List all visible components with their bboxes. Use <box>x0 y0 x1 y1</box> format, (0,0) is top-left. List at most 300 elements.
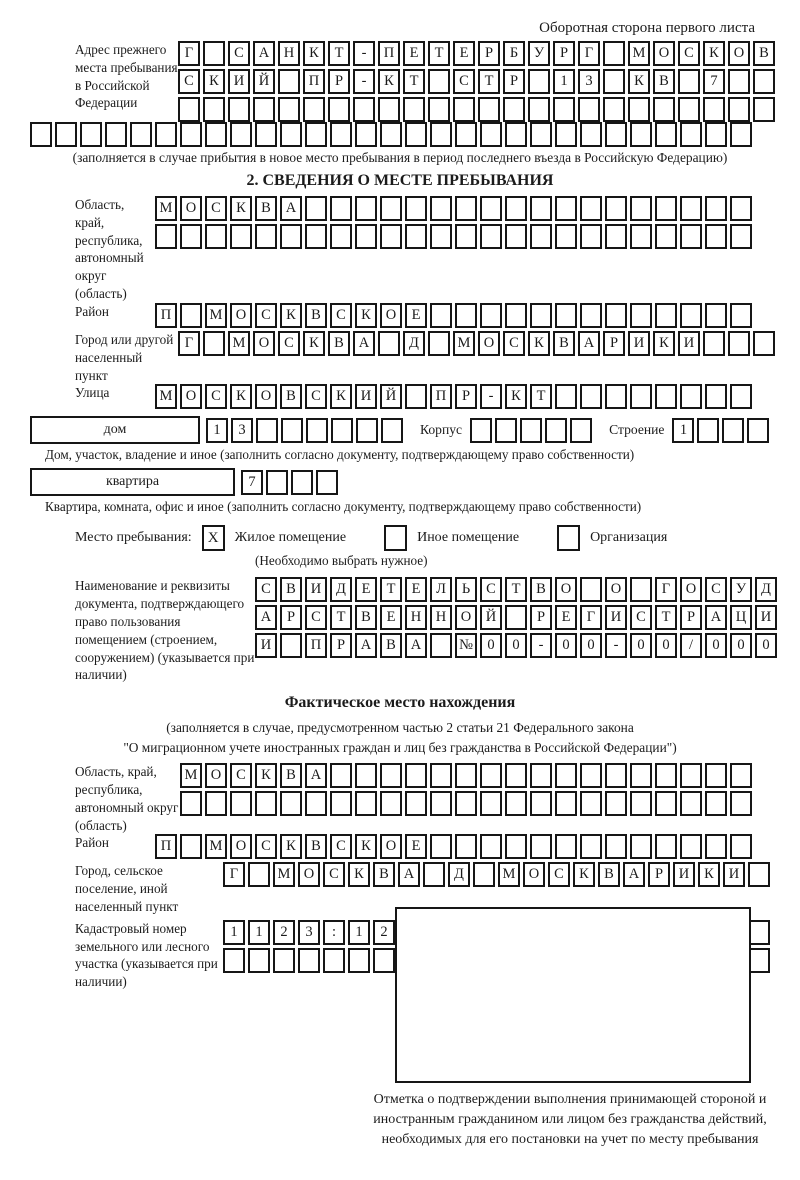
form-cell[interactable] <box>603 97 625 122</box>
form-cell[interactable]: К <box>280 834 302 859</box>
form-cell[interactable]: Г <box>223 862 245 887</box>
form-cell[interactable]: Р <box>328 69 350 94</box>
form-cell[interactable] <box>528 97 550 122</box>
form-cell[interactable]: Е <box>380 605 402 630</box>
form-cell[interactable]: Е <box>555 605 577 630</box>
form-cell[interactable] <box>580 834 602 859</box>
form-cell[interactable]: 1 <box>206 418 228 443</box>
form-cell[interactable]: М <box>273 862 295 887</box>
form-cell[interactable] <box>630 196 652 221</box>
form-cell[interactable] <box>747 418 769 443</box>
form-cell[interactable]: 2 <box>373 920 395 945</box>
form-cell[interactable] <box>428 97 450 122</box>
form-cell[interactable] <box>430 196 452 221</box>
form-cell[interactable] <box>180 834 202 859</box>
form-cell[interactable]: - <box>353 41 375 66</box>
form-cell[interactable] <box>155 224 177 249</box>
form-cell[interactable] <box>248 862 270 887</box>
form-cell[interactable] <box>455 303 477 328</box>
form-cell[interactable] <box>281 418 303 443</box>
form-cell[interactable] <box>280 791 302 816</box>
form-cell[interactable]: К <box>698 862 720 887</box>
form-cell[interactable]: О <box>728 41 750 66</box>
form-cell[interactable] <box>705 122 727 147</box>
form-cell[interactable] <box>330 763 352 788</box>
form-cell[interactable]: М <box>155 384 177 409</box>
form-cell[interactable] <box>306 418 328 443</box>
form-cell[interactable]: С <box>255 577 277 602</box>
form-cell[interactable] <box>230 791 252 816</box>
form-cell[interactable] <box>580 224 602 249</box>
form-cell[interactable]: О <box>680 577 702 602</box>
form-cell[interactable]: С <box>228 41 250 66</box>
form-cell[interactable]: О <box>523 862 545 887</box>
form-cell[interactable]: 0 <box>480 633 502 658</box>
form-cell[interactable] <box>730 384 752 409</box>
form-cell[interactable]: Г <box>580 605 602 630</box>
form-cell[interactable]: К <box>355 834 377 859</box>
form-cell[interactable]: О <box>380 834 402 859</box>
form-cell[interactable] <box>655 384 677 409</box>
form-cell[interactable]: О <box>298 862 320 887</box>
form-cell[interactable]: С <box>255 303 277 328</box>
form-cell[interactable]: 1 <box>553 69 575 94</box>
form-cell[interactable] <box>280 633 302 658</box>
form-cell[interactable]: У <box>730 577 752 602</box>
form-cell[interactable]: 3 <box>231 418 253 443</box>
form-cell[interactable] <box>680 224 702 249</box>
form-cell[interactable]: Р <box>648 862 670 887</box>
form-cell[interactable] <box>470 418 492 443</box>
form-cell[interactable] <box>505 303 527 328</box>
form-cell[interactable]: А <box>355 633 377 658</box>
form-cell[interactable] <box>455 763 477 788</box>
form-cell[interactable]: С <box>548 862 570 887</box>
form-cell[interactable] <box>205 791 227 816</box>
form-cell[interactable] <box>505 224 527 249</box>
form-cell[interactable]: С <box>305 384 327 409</box>
form-cell[interactable] <box>355 224 377 249</box>
form-cell[interactable]: В <box>653 69 675 94</box>
form-cell[interactable] <box>455 791 477 816</box>
form-cell[interactable]: Р <box>530 605 552 630</box>
form-cell[interactable]: К <box>230 196 252 221</box>
form-cell[interactable] <box>380 791 402 816</box>
form-cell[interactable] <box>455 834 477 859</box>
form-cell[interactable] <box>730 196 752 221</box>
form-cell[interactable] <box>480 224 502 249</box>
form-cell[interactable] <box>520 418 542 443</box>
form-cell[interactable]: В <box>380 633 402 658</box>
form-cell[interactable] <box>580 122 602 147</box>
form-cell[interactable] <box>580 196 602 221</box>
form-cell[interactable] <box>530 224 552 249</box>
form-cell[interactable] <box>80 122 102 147</box>
form-cell[interactable]: Т <box>478 69 500 94</box>
form-cell[interactable] <box>728 331 750 356</box>
form-cell[interactable] <box>480 834 502 859</box>
form-cell[interactable] <box>223 948 245 973</box>
form-cell[interactable] <box>680 122 702 147</box>
form-cell[interactable] <box>298 948 320 973</box>
form-cell[interactable]: И <box>255 633 277 658</box>
form-cell[interactable]: В <box>280 577 302 602</box>
form-cell[interactable] <box>355 763 377 788</box>
form-cell[interactable] <box>703 331 725 356</box>
form-cell[interactable] <box>305 122 327 147</box>
form-cell[interactable]: К <box>355 303 377 328</box>
form-cell[interactable] <box>323 948 345 973</box>
form-cell[interactable]: С <box>453 69 475 94</box>
form-cell[interactable]: С <box>330 834 352 859</box>
form-cell[interactable]: К <box>303 41 325 66</box>
form-cell[interactable] <box>728 97 750 122</box>
form-cell[interactable] <box>680 763 702 788</box>
form-cell[interactable] <box>428 69 450 94</box>
form-cell[interactable] <box>273 948 295 973</box>
form-cell[interactable]: О <box>380 303 402 328</box>
form-cell[interactable] <box>348 948 370 973</box>
form-cell[interactable]: И <box>755 605 777 630</box>
form-cell[interactable] <box>380 196 402 221</box>
form-cell[interactable]: 7 <box>241 470 263 495</box>
form-cell[interactable] <box>303 97 325 122</box>
form-cell[interactable]: К <box>573 862 595 887</box>
checkbox-other-premises[interactable] <box>384 525 407 551</box>
form-cell[interactable] <box>505 196 527 221</box>
form-cell[interactable]: А <box>353 331 375 356</box>
form-cell[interactable]: Т <box>403 69 425 94</box>
form-cell[interactable] <box>705 763 727 788</box>
form-cell[interactable] <box>530 122 552 147</box>
form-cell[interactable]: О <box>230 834 252 859</box>
form-cell[interactable]: Д <box>755 577 777 602</box>
form-cell[interactable] <box>331 418 353 443</box>
form-cell[interactable] <box>530 303 552 328</box>
form-cell[interactable] <box>205 122 227 147</box>
form-cell[interactable] <box>655 224 677 249</box>
form-cell[interactable]: О <box>230 303 252 328</box>
form-cell[interactable]: Р <box>280 605 302 630</box>
form-cell[interactable]: В <box>280 384 302 409</box>
form-cell[interactable] <box>305 791 327 816</box>
form-cell[interactable] <box>266 470 288 495</box>
form-cell[interactable] <box>503 97 525 122</box>
form-cell[interactable]: Р <box>503 69 525 94</box>
form-cell[interactable]: М <box>155 196 177 221</box>
form-cell[interactable]: В <box>328 331 350 356</box>
form-cell[interactable]: / <box>680 633 702 658</box>
form-cell[interactable] <box>705 303 727 328</box>
form-cell[interactable] <box>730 791 752 816</box>
form-cell[interactable] <box>205 224 227 249</box>
house-type-box[interactable]: дом <box>30 416 200 444</box>
form-cell[interactable] <box>453 97 475 122</box>
form-cell[interactable]: В <box>355 605 377 630</box>
form-cell[interactable]: П <box>430 384 452 409</box>
form-cell[interactable] <box>105 122 127 147</box>
form-cell[interactable] <box>603 69 625 94</box>
form-cell[interactable]: 7 <box>703 69 725 94</box>
form-cell[interactable] <box>722 418 744 443</box>
form-cell[interactable] <box>278 69 300 94</box>
form-cell[interactable]: А <box>253 41 275 66</box>
form-cell[interactable] <box>255 791 277 816</box>
form-cell[interactable] <box>605 122 627 147</box>
form-cell[interactable]: Е <box>403 41 425 66</box>
form-cell[interactable]: Т <box>655 605 677 630</box>
form-cell[interactable]: Е <box>405 303 427 328</box>
form-cell[interactable]: И <box>678 331 700 356</box>
form-cell[interactable]: Т <box>380 577 402 602</box>
form-cell[interactable]: П <box>303 69 325 94</box>
form-cell[interactable] <box>430 122 452 147</box>
form-cell[interactable]: М <box>180 763 202 788</box>
form-cell[interactable] <box>495 418 517 443</box>
form-cell[interactable] <box>630 384 652 409</box>
form-cell[interactable] <box>423 862 445 887</box>
form-cell[interactable]: 2 <box>273 920 295 945</box>
form-cell[interactable] <box>430 791 452 816</box>
form-cell[interactable]: Е <box>405 834 427 859</box>
form-cell[interactable] <box>353 97 375 122</box>
form-cell[interactable] <box>256 418 278 443</box>
form-cell[interactable]: Й <box>253 69 275 94</box>
form-cell[interactable] <box>628 97 650 122</box>
form-cell[interactable]: С <box>678 41 700 66</box>
form-cell[interactable] <box>730 763 752 788</box>
form-cell[interactable] <box>580 577 602 602</box>
form-cell[interactable]: 0 <box>655 633 677 658</box>
form-cell[interactable]: Г <box>178 41 200 66</box>
form-cell[interactable] <box>430 633 452 658</box>
form-cell[interactable] <box>705 384 727 409</box>
form-cell[interactable] <box>330 224 352 249</box>
form-cell[interactable]: К <box>703 41 725 66</box>
form-cell[interactable] <box>705 834 727 859</box>
form-cell[interactable] <box>703 97 725 122</box>
form-cell[interactable]: К <box>653 331 675 356</box>
form-cell[interactable]: К <box>255 763 277 788</box>
form-cell[interactable]: Р <box>680 605 702 630</box>
form-cell[interactable] <box>405 791 427 816</box>
form-cell[interactable] <box>555 122 577 147</box>
form-cell[interactable] <box>528 69 550 94</box>
form-cell[interactable]: М <box>453 331 475 356</box>
form-cell[interactable] <box>730 224 752 249</box>
form-cell[interactable] <box>580 384 602 409</box>
form-cell[interactable] <box>373 948 395 973</box>
form-cell[interactable]: 0 <box>730 633 752 658</box>
form-cell[interactable]: А <box>405 633 427 658</box>
form-cell[interactable] <box>605 834 627 859</box>
form-cell[interactable]: Д <box>403 331 425 356</box>
form-cell[interactable]: 0 <box>705 633 727 658</box>
form-cell[interactable]: : <box>323 920 345 945</box>
form-cell[interactable]: К <box>230 384 252 409</box>
form-cell[interactable]: А <box>398 862 420 887</box>
form-cell[interactable]: 0 <box>580 633 602 658</box>
form-cell[interactable]: Р <box>553 41 575 66</box>
form-cell[interactable]: В <box>305 303 327 328</box>
form-cell[interactable] <box>255 122 277 147</box>
form-cell[interactable] <box>748 862 770 887</box>
form-cell[interactable] <box>505 122 527 147</box>
form-cell[interactable]: В <box>753 41 775 66</box>
form-cell[interactable] <box>355 196 377 221</box>
form-cell[interactable]: О <box>455 605 477 630</box>
form-cell[interactable]: О <box>478 331 500 356</box>
form-cell[interactable] <box>605 224 627 249</box>
form-cell[interactable] <box>291 470 313 495</box>
form-cell[interactable] <box>378 97 400 122</box>
form-cell[interactable] <box>328 97 350 122</box>
form-cell[interactable]: Т <box>428 41 450 66</box>
form-cell[interactable] <box>555 224 577 249</box>
form-cell[interactable] <box>381 418 403 443</box>
form-cell[interactable] <box>655 791 677 816</box>
form-cell[interactable] <box>280 122 302 147</box>
form-cell[interactable] <box>678 69 700 94</box>
form-cell[interactable]: О <box>205 763 227 788</box>
form-cell[interactable]: - <box>605 633 627 658</box>
form-cell[interactable]: М <box>205 834 227 859</box>
form-cell[interactable] <box>730 122 752 147</box>
form-cell[interactable]: С <box>330 303 352 328</box>
form-cell[interactable] <box>230 122 252 147</box>
form-cell[interactable] <box>680 384 702 409</box>
form-cell[interactable] <box>355 791 377 816</box>
form-cell[interactable]: В <box>255 196 277 221</box>
form-cell[interactable]: О <box>653 41 675 66</box>
form-cell[interactable] <box>403 97 425 122</box>
form-cell[interactable]: В <box>530 577 552 602</box>
form-cell[interactable] <box>330 196 352 221</box>
form-cell[interactable] <box>203 41 225 66</box>
form-cell[interactable] <box>430 224 452 249</box>
form-cell[interactable] <box>228 97 250 122</box>
form-cell[interactable] <box>530 791 552 816</box>
form-cell[interactable]: М <box>498 862 520 887</box>
form-cell[interactable] <box>555 791 577 816</box>
form-cell[interactable]: П <box>155 834 177 859</box>
form-cell[interactable] <box>380 224 402 249</box>
form-cell[interactable] <box>730 303 752 328</box>
form-cell[interactable]: К <box>378 69 400 94</box>
form-cell[interactable] <box>480 196 502 221</box>
form-cell[interactable] <box>330 791 352 816</box>
form-cell[interactable] <box>505 605 527 630</box>
form-cell[interactable]: С <box>278 331 300 356</box>
form-cell[interactable] <box>655 196 677 221</box>
form-cell[interactable] <box>455 196 477 221</box>
form-cell[interactable]: Ь <box>455 577 477 602</box>
form-cell[interactable] <box>155 122 177 147</box>
form-cell[interactable] <box>405 384 427 409</box>
form-cell[interactable] <box>530 196 552 221</box>
form-cell[interactable] <box>230 224 252 249</box>
form-cell[interactable]: К <box>280 303 302 328</box>
form-cell[interactable]: 1 <box>248 920 270 945</box>
form-cell[interactable] <box>248 948 270 973</box>
form-cell[interactable]: № <box>455 633 477 658</box>
form-cell[interactable] <box>605 791 627 816</box>
form-cell[interactable] <box>680 196 702 221</box>
form-cell[interactable]: В <box>553 331 575 356</box>
form-cell[interactable]: С <box>230 763 252 788</box>
form-cell[interactable] <box>545 418 567 443</box>
form-cell[interactable] <box>605 384 627 409</box>
form-cell[interactable]: С <box>305 605 327 630</box>
form-cell[interactable] <box>555 384 577 409</box>
form-cell[interactable] <box>630 122 652 147</box>
form-cell[interactable] <box>748 948 770 973</box>
form-cell[interactable] <box>555 196 577 221</box>
form-cell[interactable] <box>603 41 625 66</box>
form-cell[interactable] <box>655 303 677 328</box>
form-cell[interactable] <box>553 97 575 122</box>
form-cell[interactable]: С <box>178 69 200 94</box>
form-cell[interactable]: Д <box>448 862 470 887</box>
form-cell[interactable] <box>655 763 677 788</box>
form-cell[interactable] <box>505 763 527 788</box>
form-cell[interactable]: А <box>578 331 600 356</box>
form-cell[interactable] <box>180 122 202 147</box>
form-cell[interactable] <box>705 196 727 221</box>
form-cell[interactable] <box>473 862 495 887</box>
form-cell[interactable]: В <box>598 862 620 887</box>
form-cell[interactable]: Р <box>330 633 352 658</box>
form-cell[interactable]: - <box>353 69 375 94</box>
form-cell[interactable] <box>753 331 775 356</box>
checkbox-residential[interactable]: X <box>202 525 225 551</box>
form-cell[interactable] <box>55 122 77 147</box>
form-cell[interactable]: И <box>605 605 627 630</box>
form-cell[interactable]: А <box>280 196 302 221</box>
form-cell[interactable] <box>430 834 452 859</box>
form-cell[interactable] <box>255 224 277 249</box>
form-cell[interactable] <box>728 69 750 94</box>
form-cell[interactable] <box>356 418 378 443</box>
form-cell[interactable] <box>480 303 502 328</box>
form-cell[interactable]: О <box>255 384 277 409</box>
form-cell[interactable] <box>705 791 727 816</box>
form-cell[interactable]: К <box>303 331 325 356</box>
form-cell[interactable] <box>630 763 652 788</box>
form-cell[interactable]: И <box>673 862 695 887</box>
form-cell[interactable]: 1 <box>223 920 245 945</box>
form-cell[interactable]: В <box>305 834 327 859</box>
form-cell[interactable] <box>580 791 602 816</box>
form-cell[interactable]: О <box>555 577 577 602</box>
form-cell[interactable] <box>30 122 52 147</box>
form-cell[interactable]: Г <box>655 577 677 602</box>
form-cell[interactable]: Р <box>478 41 500 66</box>
form-cell[interactable]: Е <box>405 577 427 602</box>
apartment-type-box[interactable]: квартира <box>30 468 235 496</box>
form-cell[interactable]: Б <box>503 41 525 66</box>
form-cell[interactable]: Н <box>278 41 300 66</box>
form-cell[interactable] <box>630 834 652 859</box>
form-cell[interactable]: П <box>378 41 400 66</box>
form-cell[interactable] <box>180 791 202 816</box>
form-cell[interactable]: О <box>180 196 202 221</box>
form-cell[interactable]: О <box>180 384 202 409</box>
form-cell[interactable]: О <box>605 577 627 602</box>
form-cell[interactable] <box>678 97 700 122</box>
form-cell[interactable] <box>480 763 502 788</box>
form-cell[interactable]: Р <box>603 331 625 356</box>
